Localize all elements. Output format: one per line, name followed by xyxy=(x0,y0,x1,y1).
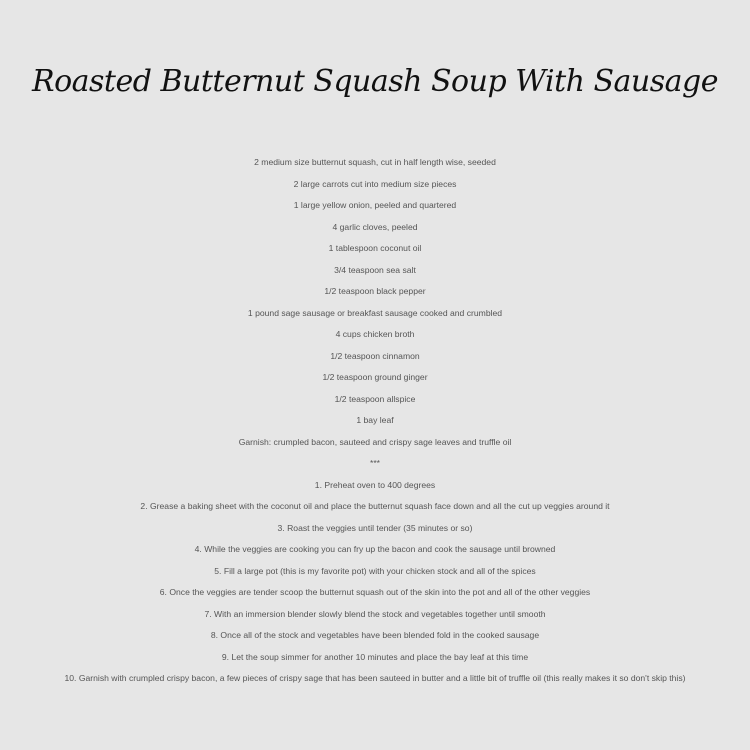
ingredient-line: 2 medium size butternut squash, cut in half length wise, seeded xyxy=(254,157,496,167)
step-line: 7. With an immersion blender slowly blend the stock and vegetables together until smooth xyxy=(204,608,546,619)
ingredient-line: 2 large carrots cut into medium size pieces xyxy=(293,178,457,189)
ingredient-line: 4 garlic cloves, peeled xyxy=(332,221,418,232)
ingredient-line: 3/4 teaspoon sea salt xyxy=(334,264,416,275)
ingredient-line: 1 bay leaf xyxy=(356,415,394,425)
ingredient-line: 1 tablespoon coconut oil xyxy=(328,243,422,253)
step-line: 5. Fill a large pot (this is my favorite pot) with your chicken stock and all of the spices xyxy=(214,565,536,576)
ingredient-line: 1 pound sage sausage or breakfast sausage cooked and crumbled xyxy=(247,307,503,318)
step-line: 3. Roast the veggies until tender (35 minutes or so) xyxy=(277,522,473,533)
recipe-title: Roasted Butternut Squash Soup With Sausage xyxy=(32,64,718,99)
ingredient-line: 1/2 teaspoon ground ginger xyxy=(322,372,428,382)
step-line: 9. Let the soup simmer for another 10 minutes and place the bay leaf at this time xyxy=(221,651,529,662)
ingredient-line: 1/2 teaspoon cinnamon xyxy=(330,350,420,361)
step-line: 2. Grease a baking sheet with the coconut oil and place the butternut squash face down and all the cut up veggies around it xyxy=(140,501,610,511)
step-line: 8. Once all of the stock and vegetables have been blended fold in the cooked sausage xyxy=(210,630,540,640)
recipe-text xyxy=(0,152,750,690)
ingredient-line: 4 cups chicken broth xyxy=(335,329,415,339)
step-line: 10. Garnish with crumpled crispy bacon, a few pieces of crispy sage that has been sauteed in butter and a little bit of truffle oil (this really makes it so don't skip this) xyxy=(64,673,686,683)
step-line: 6. Once the veggies are tender scoop the butternut squash out of the skin into the pot and all of the other veggies xyxy=(159,587,591,597)
ingredient-line: 1 large yellow onion, peeled and quartered xyxy=(293,200,457,210)
section-separator: *** xyxy=(369,458,381,468)
ingredient-line: 1/2 teaspoon black pepper xyxy=(324,286,426,296)
ingredient-line: Garnish: crumpled bacon, sauteed and crispy sage leaves and truffle oil xyxy=(238,436,512,447)
step-line: 1. Preheat oven to 400 degrees xyxy=(314,479,436,490)
ingredient-line: 1/2 teaspoon allspice xyxy=(334,393,416,404)
step-line: 4. While the veggies are cooking you can fry up the bacon and cook the sausage until browned xyxy=(194,544,556,554)
